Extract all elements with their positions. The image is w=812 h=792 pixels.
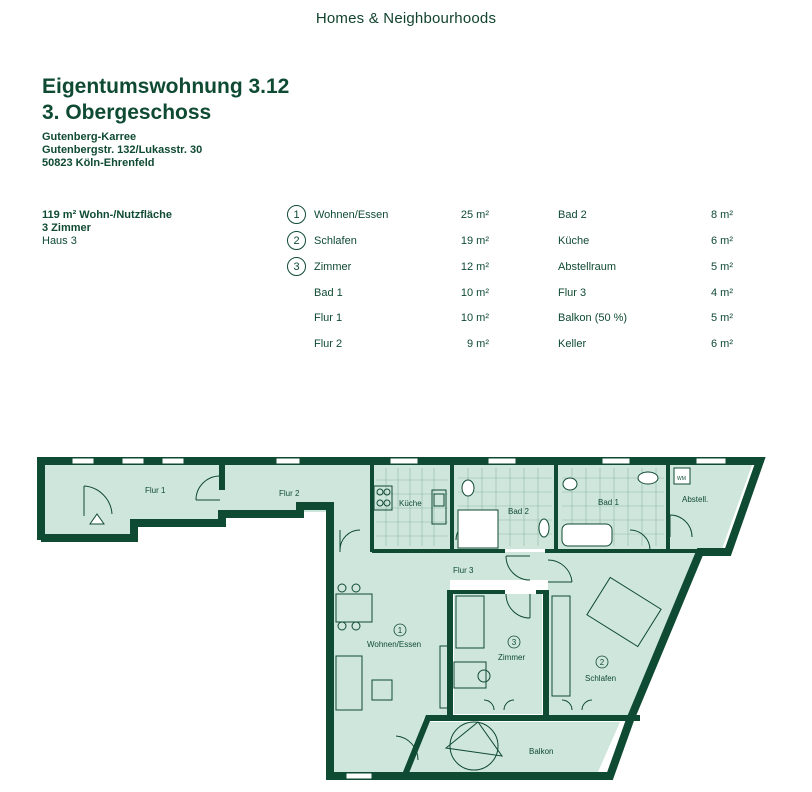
room-name: Bad 1 <box>314 287 343 299</box>
brand-logo-text: Homes & Neighbourhoods <box>315 10 497 27</box>
room-name: Abstellraum <box>558 261 617 273</box>
label-kueche: Küche <box>399 499 422 508</box>
room-name: Schlafen <box>314 235 357 247</box>
address-line: 50823 Köln-Ehrenfeld <box>42 157 155 169</box>
room-number-2: 2 <box>599 658 605 667</box>
room-number-badge: 3 <box>287 257 306 276</box>
room-name: Balkon (50 %) <box>558 312 628 324</box>
room-balkon <box>408 722 620 772</box>
room-area: 12 m² <box>460 261 489 273</box>
label-wohnen: Wohnen/Essen <box>367 640 422 649</box>
room-area: 4 m² <box>711 287 733 299</box>
room-area: 8 m² <box>711 209 733 221</box>
page-title <box>42 74 289 126</box>
room-fills <box>45 465 752 775</box>
room-number-badge: 2 <box>287 231 306 250</box>
room-number-3: 3 <box>511 638 517 647</box>
room-name: Küche <box>558 235 590 247</box>
label-flur3: Flur 3 <box>453 566 474 575</box>
label-bad2: Bad 2 <box>508 507 529 516</box>
label-flur1: Flur 1 <box>145 486 166 495</box>
room-name: Wohnen/Essen <box>314 209 389 221</box>
room-area: 5 m² <box>711 261 733 273</box>
floor-plan <box>0 440 812 792</box>
room-area: 25 m² <box>460 209 489 221</box>
room-name: Keller <box>558 338 587 350</box>
summary-area: 119 m² Wohn-/Nutzfläche <box>42 209 172 221</box>
room-area: 6 m² <box>711 338 733 350</box>
room-area: 10 m² <box>460 287 489 299</box>
label-hwr: HWR <box>280 509 290 514</box>
room-area: 19 m² <box>460 235 489 247</box>
summary-house: Haus 3 <box>42 235 77 247</box>
summary-block <box>42 209 172 248</box>
label-schlafen: Schlafen <box>585 674 617 683</box>
room-area: 6 m² <box>711 235 733 247</box>
room-area: 5 m² <box>711 312 733 324</box>
title-line-1: Eigentumswohnung 3.12 <box>42 75 290 98</box>
room-number-1: 1 <box>397 626 403 635</box>
room-area: 10 m² <box>460 312 489 324</box>
room-name: Bad 2 <box>558 209 587 221</box>
label-zimmer: Zimmer <box>498 653 526 662</box>
room-name: Flur 3 <box>558 287 587 299</box>
label-wm: WM <box>677 476 686 482</box>
label-bad1: Bad 1 <box>598 498 619 507</box>
room-name: Flur 2 <box>314 338 343 350</box>
summary-rooms: 3 Zimmer <box>42 222 91 234</box>
address-block <box>42 131 202 170</box>
room-name: Flur 1 <box>314 312 343 324</box>
room-area: 9 m² <box>467 338 489 350</box>
label-flur2: Flur 2 <box>279 489 300 498</box>
label-abstell: Abstell. <box>682 495 709 504</box>
address-line: Gutenbergstr. 132/Lukasstr. 30 <box>42 144 203 156</box>
address-line: Gutenberg-Karree <box>42 131 137 143</box>
room-number-badge: 1 <box>287 205 306 224</box>
title-line-2: 3. Obergeschoss <box>42 101 212 124</box>
room-name: Zimmer <box>314 261 352 273</box>
label-balkon: Balkon <box>529 747 554 756</box>
